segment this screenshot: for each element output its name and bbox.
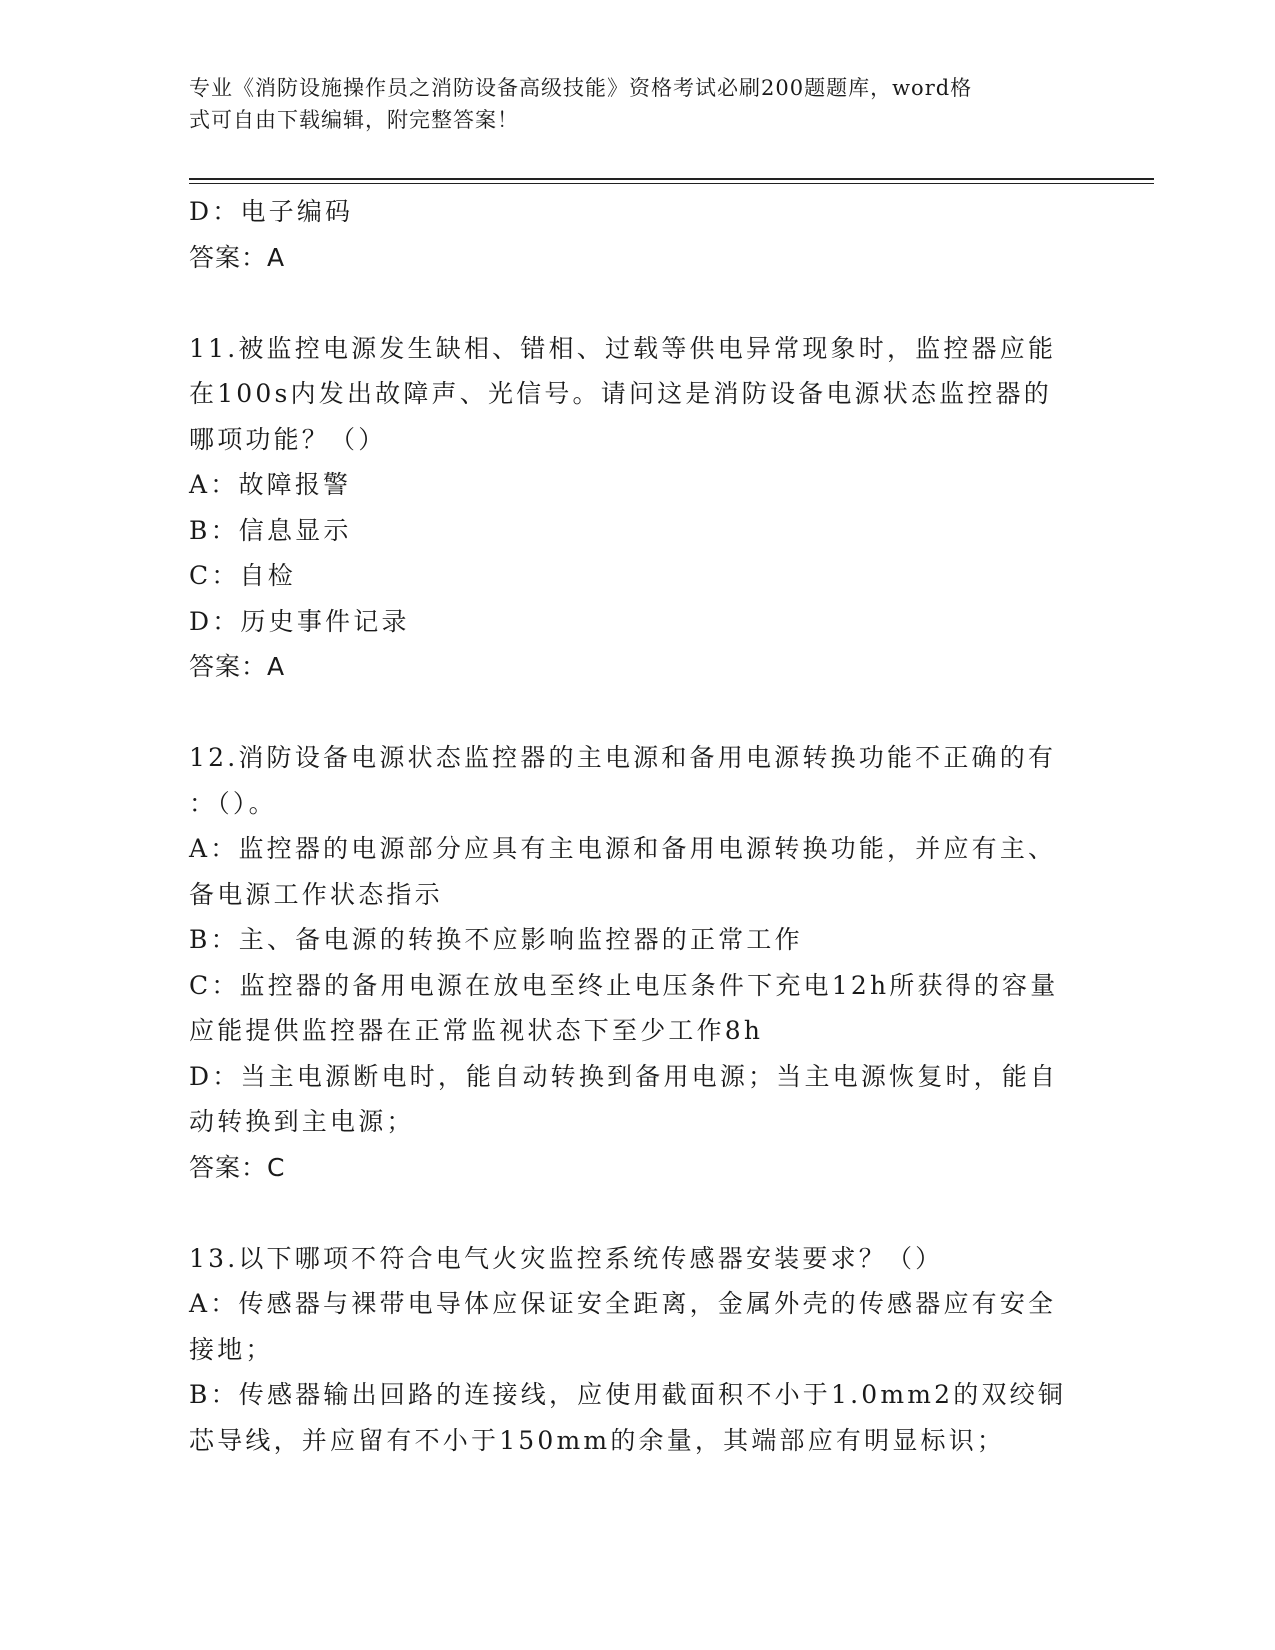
q11-option-b: B：信息显示 — [189, 515, 352, 545]
question-12 — [189, 735, 1089, 1190]
q13-option-b-line-1: B：传感器输出回路的连接线，应使用截面积不小于1.0mm2的双绞铜 — [189, 1380, 1067, 1409]
q12-option-a-line-1: A：监控器的电源部分应具有主电源和备用电源转换功能，并应有主、 — [189, 834, 1057, 863]
document-header — [189, 72, 1089, 136]
q12-stem-line-1: 12.消防设备电源状态监控器的主电源和备用电源转换功能不正确的有 — [189, 743, 1057, 772]
q11-option-a: A：故障报警 — [189, 470, 352, 499]
q13-option-a-line-1: A：传感器与裸带电导体应保证安全距离，金属外壳的传感器应有安全 — [189, 1289, 1057, 1318]
q12-option-a-line-2: 备电源工作状态指示 — [189, 879, 443, 909]
q12-option-d-line-1: D：当主电源断电时，能自动转换到备用电源；当主电源恢复时，能自 — [189, 1061, 1059, 1091]
spacer — [189, 1190, 1089, 1236]
q11-option-c: C：自检 — [189, 561, 296, 590]
q13-option-b-line-2: 芯导线，并应留有不小于150mm的余量，其端部应有明显标识； — [189, 1425, 1006, 1455]
header-line-1: 专业《消防设施操作员之消防设备高级技能》资格考试必刷200题题库，word格 — [189, 76, 973, 100]
prev-option-d: D：电子编码 — [189, 197, 354, 226]
q11-stem-line-1: 11.被监控电源发生缺相、错相、过载等供电异常现象时，监控器应能 — [189, 333, 1057, 363]
header-line-2: 式可自由下载编辑，附完整答案！ — [189, 108, 519, 132]
question-content — [189, 189, 1089, 1463]
header-divider-thin — [189, 183, 1154, 184]
question-11 — [189, 326, 1089, 690]
q11-stem-line-2: 在100s内发出故障声、光信号。请问这是消防设备电源状态监控器的 — [189, 379, 1052, 408]
spacer — [189, 690, 1089, 736]
q11-option-d: D：历史事件记录 — [189, 606, 410, 636]
q12-answer: 答案：C — [189, 1152, 286, 1182]
q11-answer: 答案：A — [189, 652, 286, 681]
q12-option-c-line-1: C：监控器的备用电源在放电至终止电压条件下充电12h所获得的容量 — [189, 970, 1059, 1000]
q13-option-a-line-2: 接地； — [189, 1334, 274, 1364]
header-divider-thick — [189, 178, 1154, 180]
prev-answer: 答案：A — [189, 242, 286, 272]
question-13 — [189, 1236, 1089, 1464]
q12-option-b: B：主、备电源的转换不应影响监控器的正常工作 — [189, 925, 803, 954]
q12-stem-line-2: ：（）。 — [189, 788, 277, 818]
q13-stem-line-1: 13.以下哪项不符合电气火灾监控系统传感器安装要求？（） — [189, 1243, 944, 1273]
spacer — [189, 280, 1089, 326]
q11-stem-line-3: 哪项功能？（） — [189, 424, 387, 454]
q12-option-d-line-2: 动转换到主电源； — [189, 1107, 415, 1136]
q12-option-c-line-2: 应能提供监控器在正常监视状态下至少工作8h — [189, 1016, 764, 1045]
